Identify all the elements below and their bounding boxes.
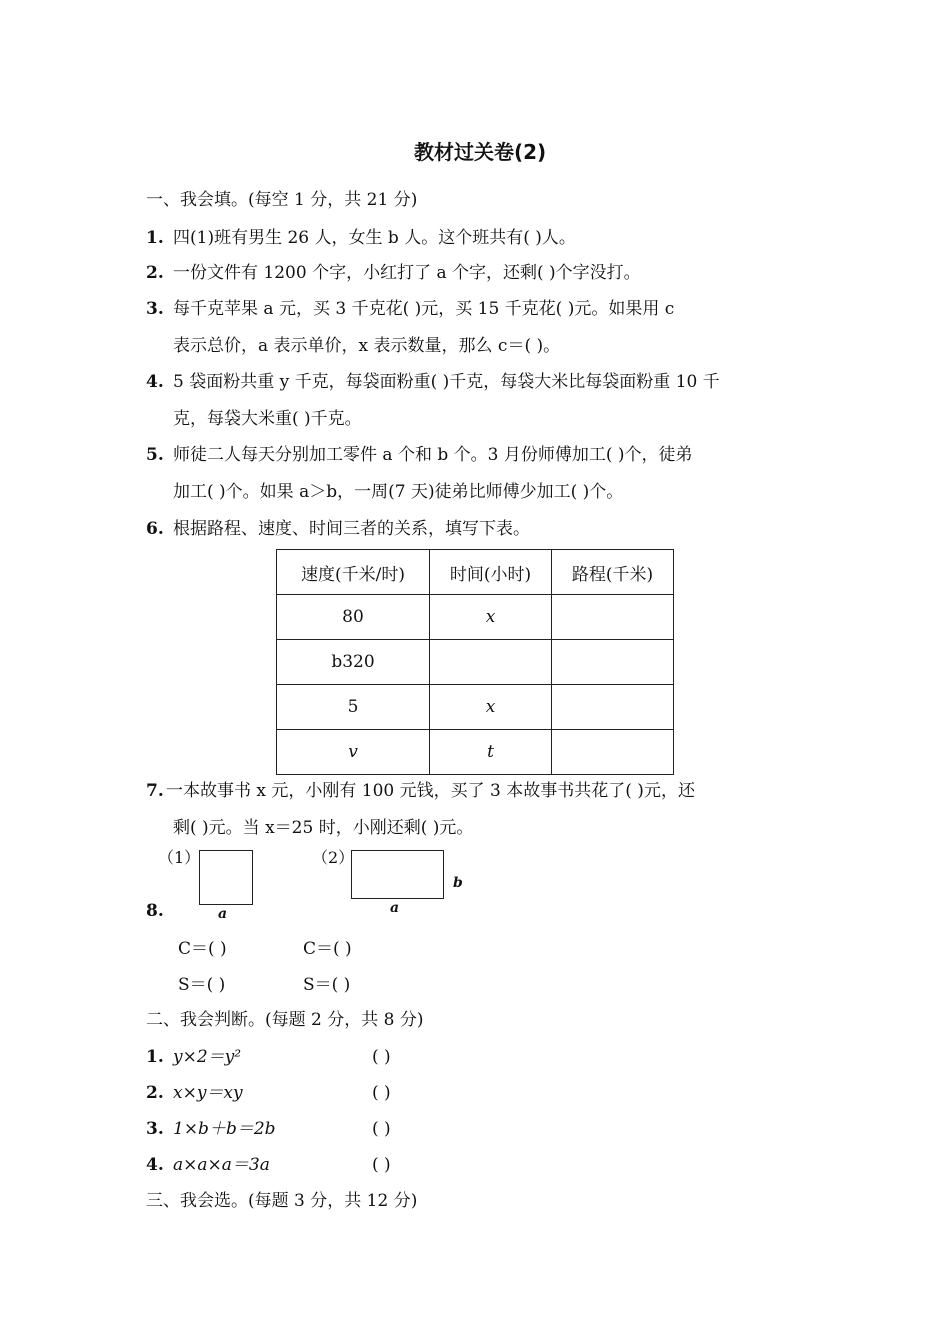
judge3-expression: 1×b＋b＝2b xyxy=(173,1119,276,1139)
q1-text: 四(1)班有男生 26 人，女生 b 人。这个班共有( )人。 xyxy=(173,228,576,248)
table-cell: 5 xyxy=(277,685,430,730)
table-cell: v xyxy=(277,730,430,775)
table-cell-blank[interactable] xyxy=(552,595,674,640)
table-header-time: 时间(小时) xyxy=(430,550,552,595)
q5-line1: 师徒二人每天分别加工零件 a 个和 b 个。3 月份师傅加工( )个，徒弟 xyxy=(173,445,693,465)
rectangle-figure xyxy=(351,850,444,899)
page-title: 教材过关卷(2) xyxy=(414,140,547,164)
square-figure xyxy=(199,850,253,905)
judge3-number: 3. xyxy=(146,1119,164,1139)
q1-number: 1. xyxy=(146,228,164,248)
judge1-number: 1. xyxy=(146,1047,164,1067)
table-cell: t xyxy=(430,730,552,775)
q8-perimeter2: C＝( ) xyxy=(303,939,352,959)
section1-heading: 一、我会填。(每空 1 分，共 21 分) xyxy=(146,190,418,210)
q3-number: 3. xyxy=(146,299,164,319)
q8-area1: S＝( ) xyxy=(178,975,226,995)
q7-line2: 剩( )元。当 x＝25 时，小刚还剩( )元。 xyxy=(173,818,474,838)
judge2-number: 2. xyxy=(146,1083,164,1103)
q8-perimeter1: C＝( ) xyxy=(178,939,227,959)
table-cell-blank[interactable] xyxy=(552,730,674,775)
rectangle-width-label: b xyxy=(453,875,463,891)
table-header-row xyxy=(277,550,674,595)
q8-area2: S＝( ) xyxy=(303,975,351,995)
q8-number: 8. xyxy=(146,901,164,921)
judge4-answer-blank[interactable]: ( ) xyxy=(372,1155,391,1175)
judge1-answer-blank[interactable]: ( ) xyxy=(372,1047,391,1067)
table-cell-blank[interactable] xyxy=(552,685,674,730)
q3-line1: 每千克苹果 a 元，买 3 千克花( )元，买 15 千克花( )元。如果用 c xyxy=(173,299,675,319)
q5-line2: 加工( )个。如果 a＞b，一周(7 天)徒弟比师傅少加工( )个。 xyxy=(173,482,624,502)
judge3-answer-blank[interactable]: ( ) xyxy=(372,1119,391,1139)
q6-number: 6. xyxy=(146,519,164,539)
q2-text: 一份文件有 1200 个字，小红打了 a 个字，还剩( )个字没打。 xyxy=(173,263,641,283)
table-row xyxy=(277,730,674,775)
table-cell: 80 xyxy=(277,595,430,640)
speed-time-distance-table xyxy=(276,549,674,775)
rectangle-length-label: a xyxy=(390,900,400,916)
q8-figure2-label: （2） xyxy=(312,848,355,867)
judge2-answer-blank[interactable]: ( ) xyxy=(372,1083,391,1103)
table-cell: b320 xyxy=(277,640,430,685)
section2-heading: 二、我会判断。(每题 2 分，共 8 分) xyxy=(146,1010,424,1030)
q4-number: 4. xyxy=(146,372,164,392)
table-row xyxy=(277,640,674,685)
square-side-label: a xyxy=(218,906,228,922)
judge4-number: 4. xyxy=(146,1155,164,1175)
table-cell-blank[interactable] xyxy=(552,640,674,685)
table-cell-blank[interactable] xyxy=(430,640,552,685)
q7-line1: 一本故事书 x 元，小刚有 100 元钱，买了 3 本故事书共花了( )元，还 xyxy=(166,781,695,801)
table-row xyxy=(277,595,674,640)
q4-line1: 5 袋面粉共重 y 千克，每袋面粉重( )千克，每袋大米比每袋面粉重 10 千 xyxy=(173,372,720,392)
table-header-distance: 路程(千米) xyxy=(552,550,674,595)
judge4-expression: a×a×a＝3a xyxy=(173,1155,270,1175)
q7-number: 7. xyxy=(146,781,164,801)
q5-number: 5. xyxy=(146,445,164,465)
judge2-expression: x×y＝xy xyxy=(173,1083,243,1103)
table-cell: x xyxy=(430,685,552,730)
table-header-speed: 速度(千米/时) xyxy=(277,550,430,595)
q4-line2: 克，每袋大米重( )千克。 xyxy=(173,409,362,429)
q8-figure1-label: （1） xyxy=(158,848,201,867)
section3-heading: 三、我会选。(每题 3 分，共 12 分) xyxy=(146,1191,418,1211)
q6-text: 根据路程、速度、时间三者的关系，填写下表。 xyxy=(173,519,530,539)
table-cell: x xyxy=(430,595,552,640)
judge1-expression: y×2＝y² xyxy=(173,1047,242,1067)
q3-line2: 表示总价，a 表示单价，x 表示数量，那么 c＝( )。 xyxy=(173,336,561,356)
q2-number: 2. xyxy=(146,263,164,283)
table-row xyxy=(277,685,674,730)
